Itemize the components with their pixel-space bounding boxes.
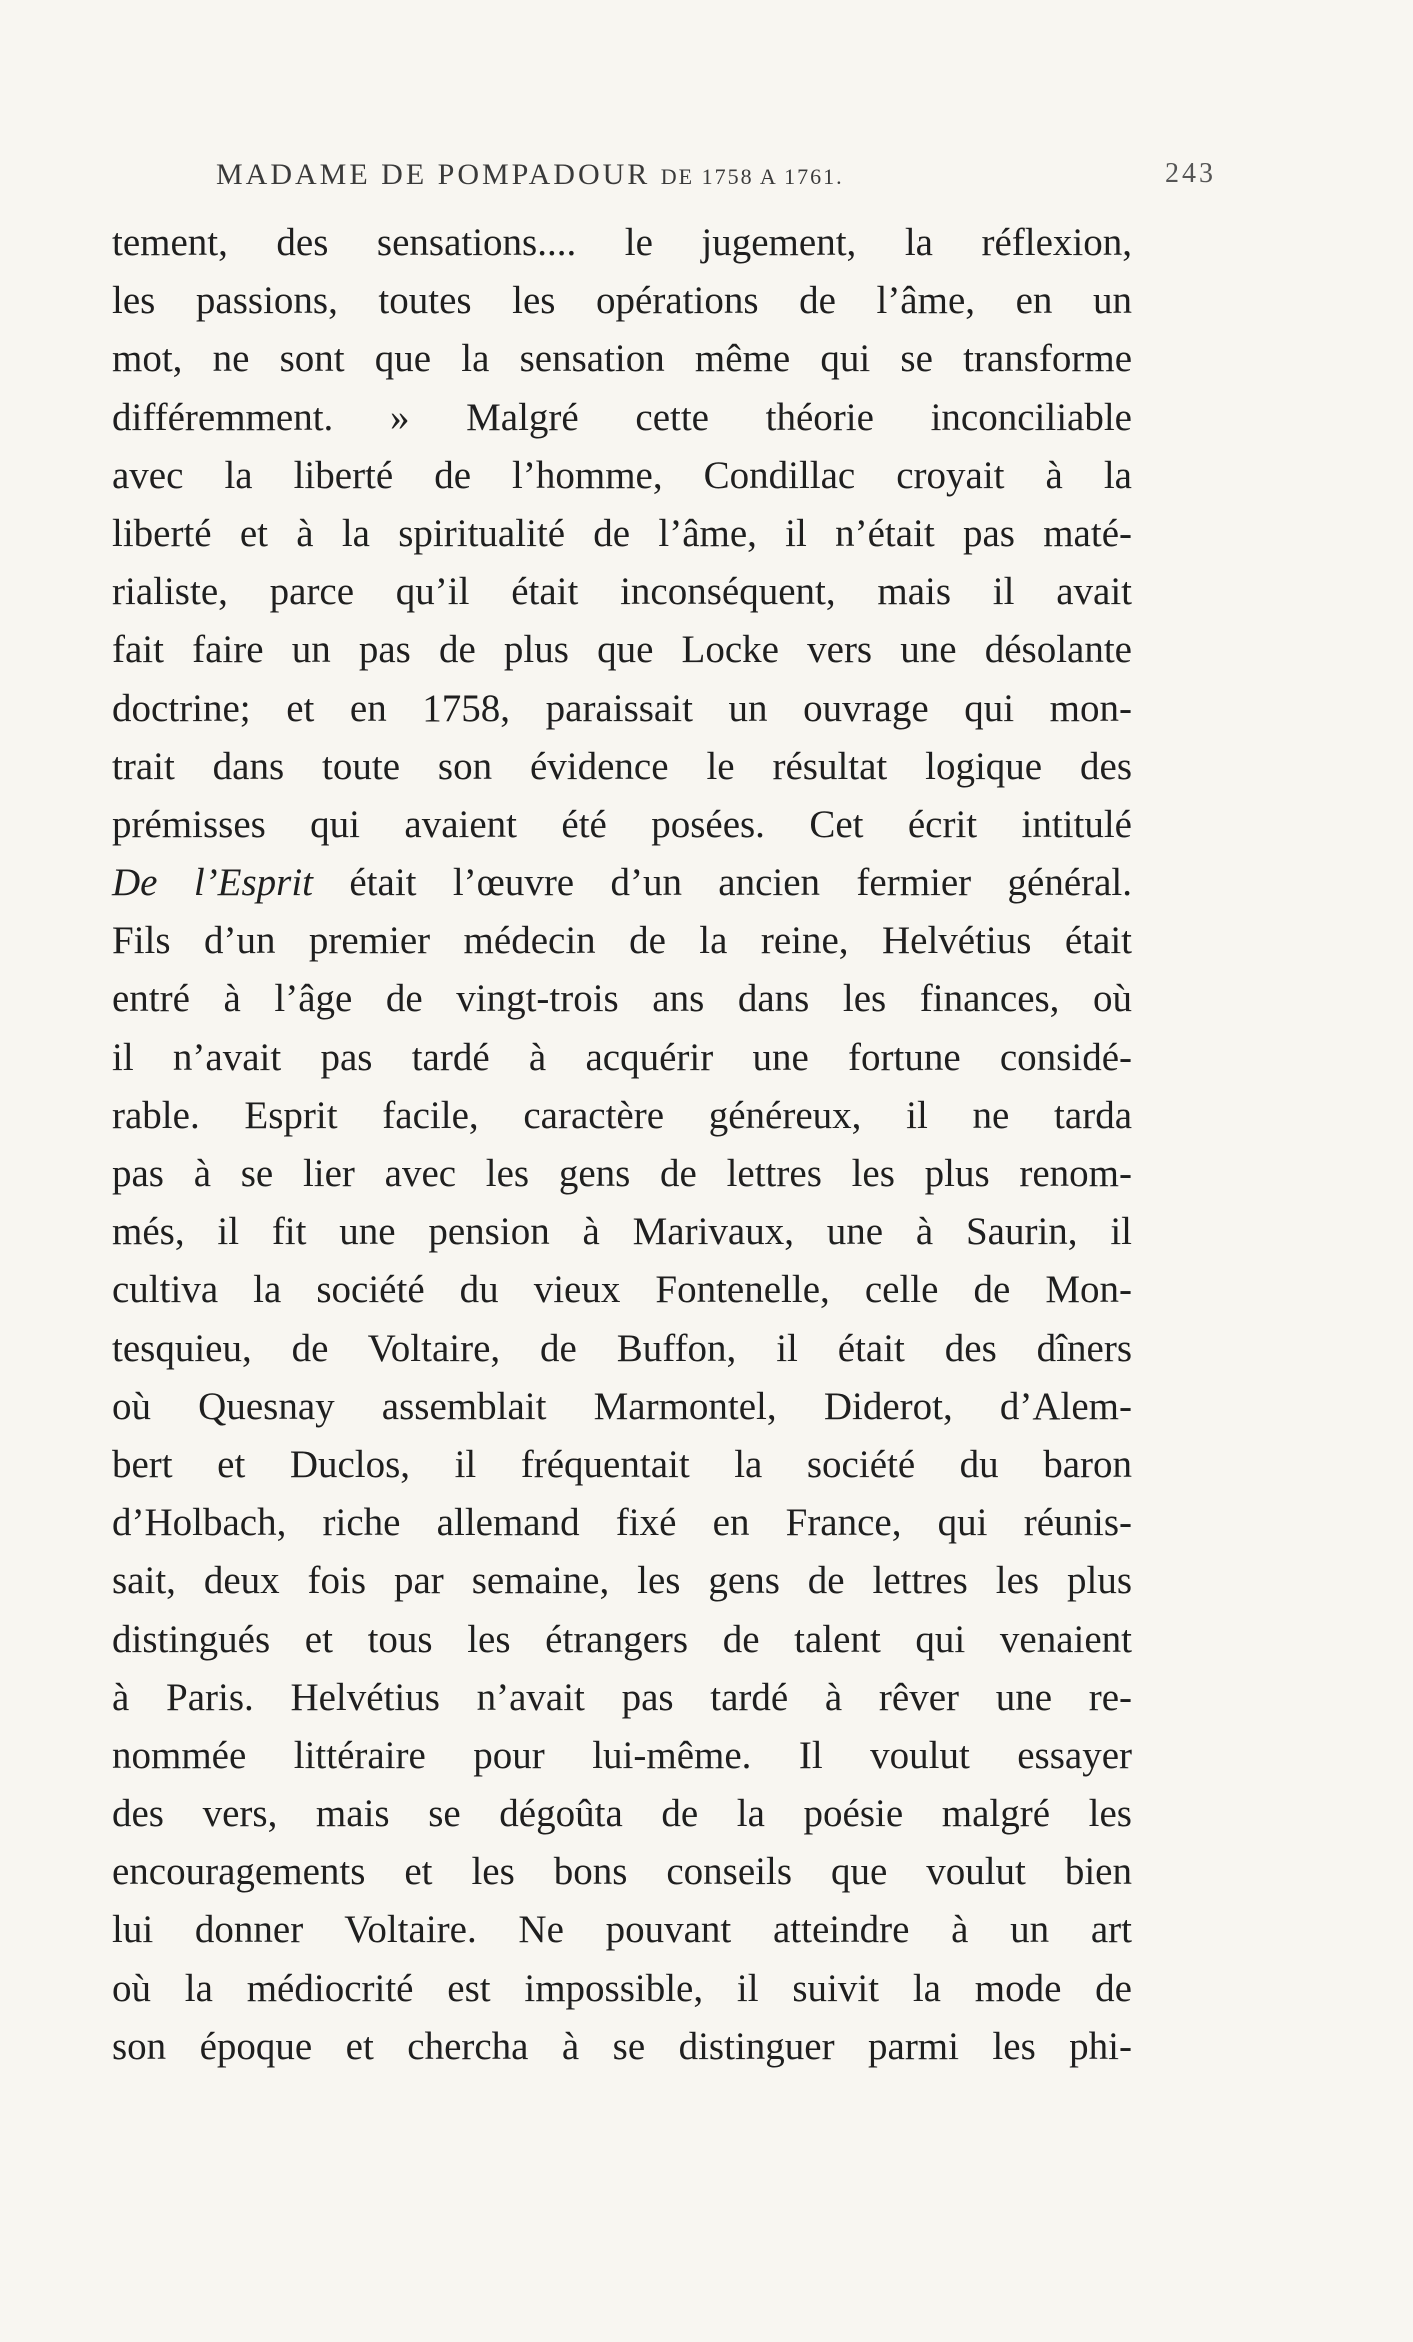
text-line: liberté et à la spiritualité de l’âme, il n’était pas maté- [112, 511, 1132, 555]
text-line: Fils d’un premier médecin de la reine, Helvétius était [112, 919, 1132, 963]
text-line: les passions, toutes les opérations de l’âme, en un [112, 279, 1132, 323]
text-line: més, il fit une pension à Marivaux, une à Saurin, il [112, 1210, 1132, 1254]
text-line: où la médiocrité est impossible, il suivit la mode de [112, 1966, 1132, 2010]
text-line: nommée littéraire pour lui-même. Il voulut essayer [112, 1733, 1132, 1777]
running-head [216, 158, 1216, 198]
text-line: entré à l’âge de vingt-trois ans dans les finances, où [112, 977, 1132, 1021]
text-line: fait faire un pas de plus que Locke vers une désolante [112, 628, 1132, 672]
text-line: son époque et chercha à se distinguer parmi les phi- [112, 2024, 1132, 2068]
text-line: rialiste, parce qu’il était inconséquent, mais il avait [112, 570, 1132, 614]
text-line: encouragements et les bons conseils que voulut bien [112, 1850, 1132, 1894]
text-line: prémisses qui avaient été posées. Cet écrit intitulé [112, 802, 1132, 846]
text-line: pas à se lier avec les gens de lettres les plus renom- [112, 1152, 1132, 1195]
text-line: avec la liberté de l’homme, Condillac croyait à la [112, 453, 1132, 497]
text-line: sait, deux fois par semaine, les gens de lettres les plus [112, 1559, 1132, 1603]
running-head-range: DE 1758 A 1761. [660, 164, 844, 189]
text-line: à Paris. Helvétius n’avait pas tardé à rêver une re- [112, 1675, 1132, 1719]
text-line: des vers, mais se dégoûta de la poésie malgré les [112, 1792, 1132, 1836]
text-line-with-title [112, 854, 1132, 912]
text-line: mot, ne sont que la sensation même qui se transforme [112, 337, 1132, 381]
text-line: tesquieu, de Voltaire, de Buffon, il était des dîners [112, 1326, 1132, 1370]
text-line: il n’avait pas tardé à acquérir une fortune considé- [112, 1035, 1132, 1079]
text-line: où Quesnay assemblait Marmontel, Diderot, d’Alem- [112, 1384, 1132, 1428]
body-text [112, 214, 1132, 2076]
text-line: trait dans toute son évidence le résultat logique des [112, 744, 1132, 788]
text-line-rest: était l’œuvre d’un ancien fermier général. [349, 861, 1133, 905]
text-line: lui donner Voltaire. Ne pouvant atteindre à un art [112, 1908, 1132, 1952]
text-line: tement, des sensations.... le jugement, la réflexion, [112, 221, 1132, 264]
page-number: 243 [1165, 158, 1216, 189]
text-line: distingués et tous les étrangers de talent qui venaient [112, 1617, 1132, 1661]
text-line: d’Holbach, riche allemand fixé en France, qui réunis- [112, 1501, 1132, 1545]
text-line: rable. Esprit facile, caractère généreux, il ne tarda [112, 1093, 1132, 1137]
running-head-title: MADAME DE POMPADOUR DE 1758 A 1761. [216, 158, 844, 191]
text-line: bert et Duclos, il fréquentait la société du baron [112, 1442, 1132, 1486]
text-line: cultiva la société du vieux Fontenelle, celle de Mon- [112, 1268, 1132, 1312]
text-line: différemment. » Malgré cette théorie inconciliable [112, 395, 1132, 439]
text-line: doctrine; et en 1758, paraissait un ouvrage qui mon- [112, 686, 1132, 730]
book-title: De l’Esprit [112, 861, 313, 905]
